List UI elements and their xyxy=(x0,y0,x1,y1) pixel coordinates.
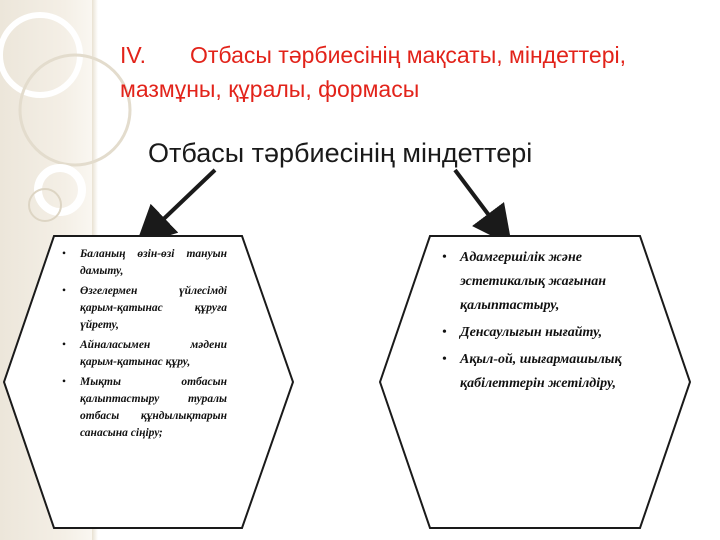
title-line1-text: Отбасы тәрбиесінің мақсаты, міндеттері, xyxy=(190,42,626,68)
list-item: • Баланың өзін-өзі тануын дамыту, xyxy=(62,248,227,277)
list-item: • Денсаулығын нығайту, xyxy=(442,325,603,340)
slide-subtitle: Отбасы тәрбиесінің міндеттері xyxy=(148,138,533,168)
list-item: • Мықты отбасын қалыптастыру туралы отбасы құндылықтарын санасына сіңіру; xyxy=(62,376,227,439)
title-line-2: мазмұны, құралы, формасы xyxy=(120,76,420,102)
list-item: • Айналасымен мәдени қарым-қатынас құру, xyxy=(62,339,227,368)
left-arrow xyxy=(150,170,215,232)
left-hexagon-text xyxy=(62,246,227,445)
list-item: • Адамгершілік және эстетикалық жағынан қалыптастыру, xyxy=(442,250,607,313)
list-item: • Өзгелермен үйлесімді қарым-қатынас құруға үйрету, xyxy=(62,285,227,331)
right-hexagon-text xyxy=(442,246,632,399)
right-arrow xyxy=(455,170,500,230)
title-number: IV. xyxy=(120,42,147,68)
list-item: • Ақыл-ой, шығармашылық қабілеттерін жетілдіру, xyxy=(442,352,622,391)
